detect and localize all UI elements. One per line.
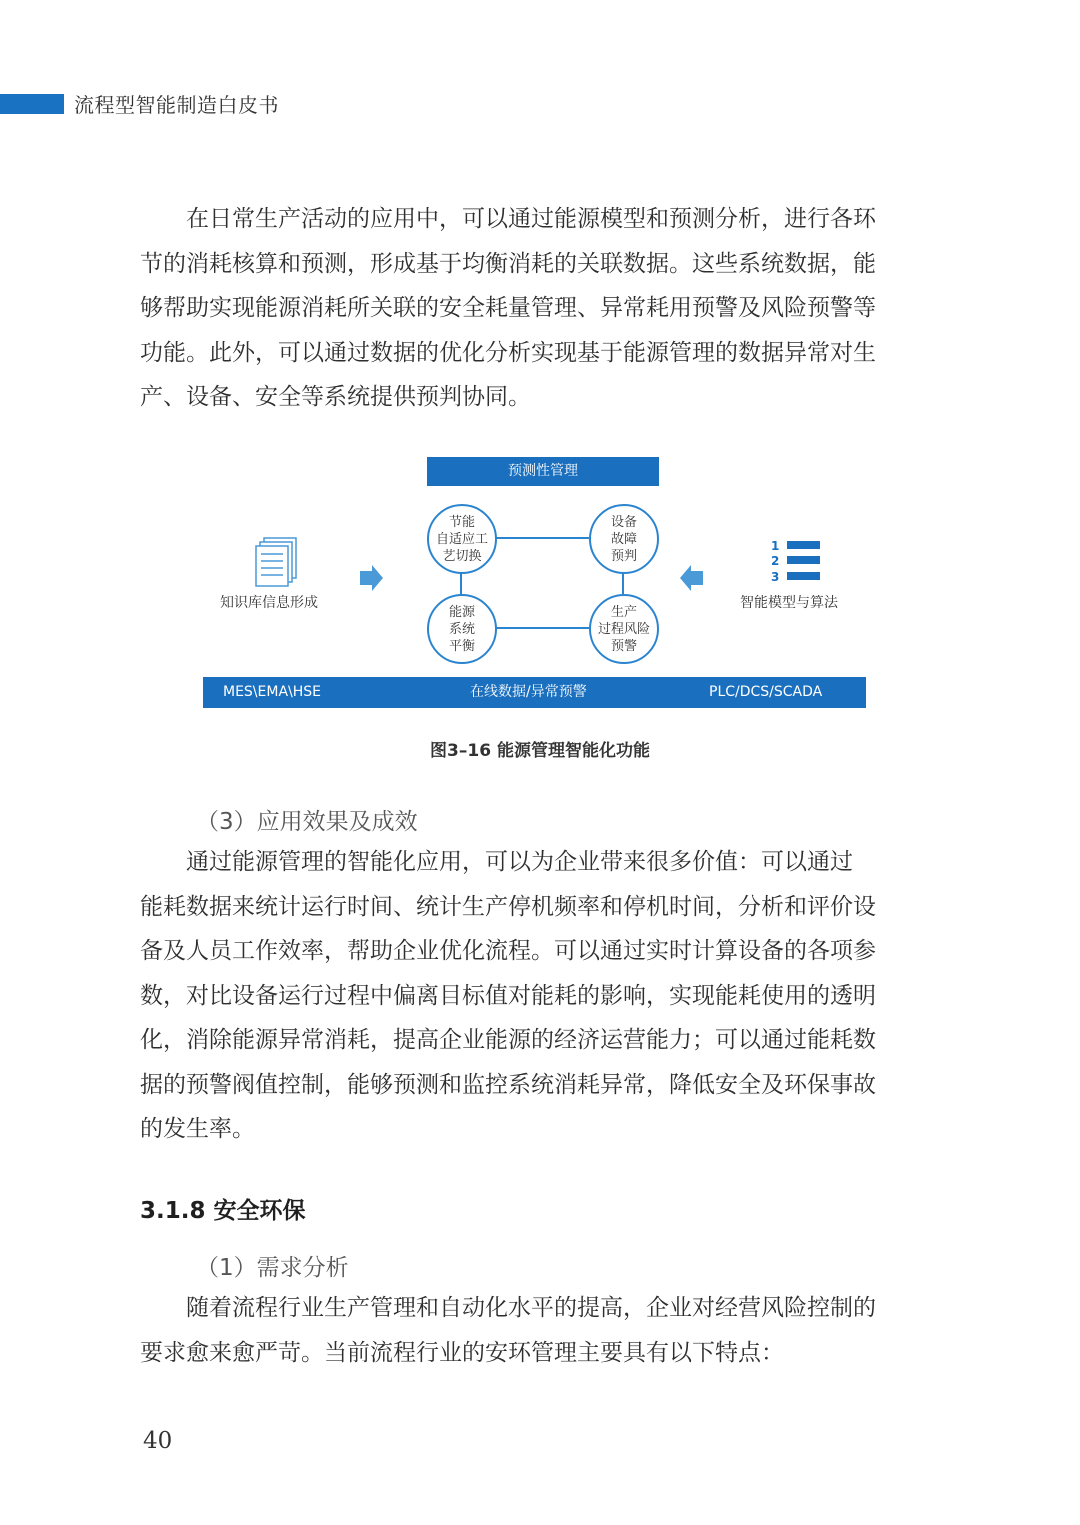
predictive-management-box: 预测性管理 bbox=[427, 457, 659, 486]
paragraph-line: 节的消耗核算和预测，形成基于均衡消耗的关联数据。这些系统数据，能 bbox=[140, 250, 876, 277]
paragraph-line: 通过能源管理的智能化应用，可以为企业带来很多价值：可以通过 bbox=[186, 849, 853, 875]
node-label: 设备 故障 预判 bbox=[610, 514, 637, 564]
node-label: 节能 自适应工 艺切换 bbox=[435, 514, 488, 564]
numbered-list-icon bbox=[771, 539, 820, 584]
paragraph-line: 据的预警阀值控制，能够预测和监控系统消耗异常，降低安全及环保事故 bbox=[140, 1071, 876, 1098]
paragraph-requirements bbox=[140, 1286, 935, 1375]
section-heading: 3.1.8 安全环保 bbox=[140, 1198, 306, 1224]
paragraph-line: 备及人员工作效率，帮助企业优化流程。可以通过实时计算设备的各项参 bbox=[140, 938, 876, 964]
arrow-left-icon bbox=[680, 565, 703, 591]
paragraph-line: 数，对比设备运行过程中偏离目标值对能耗的影响，实现能耗使用的透明 bbox=[140, 982, 876, 1009]
node-energy-saving bbox=[427, 504, 497, 574]
paragraph-line: 要求愈来愈严苛。当前流程行业的安环管理主要具有以下特点： bbox=[140, 1339, 784, 1366]
paragraph-benefits bbox=[140, 840, 935, 1152]
page-number: 40 bbox=[143, 1428, 173, 1454]
paragraph-line: 随着流程行业生产管理和自动化水平的提高，企业对经营风险控制的 bbox=[186, 1295, 876, 1321]
bar-left-label: MES\EMA\HSE bbox=[223, 684, 322, 700]
paragraph-line: 产、设备、安全等系统提供预判协同。 bbox=[140, 384, 531, 410]
node-label: 生产 过程风险 预警 bbox=[597, 604, 650, 654]
node-energy-balance bbox=[427, 594, 497, 664]
node-equipment-fault bbox=[589, 504, 659, 574]
svg-text:2: 2 bbox=[771, 554, 780, 568]
node-label: 能源 系统 平衡 bbox=[448, 604, 475, 654]
node-process-risk bbox=[589, 594, 659, 664]
paragraph-line: 的发生率。 bbox=[140, 1116, 255, 1142]
paragraph-line: 化，消除能源异常消耗，提高企业能源的经济运营能力；可以通过能耗数 bbox=[140, 1027, 876, 1053]
bar-right-label: PLC/DCS/SCADA bbox=[709, 684, 823, 700]
bar-middle-label: 在线数据/异常预警 bbox=[470, 684, 587, 700]
knowledge-base-label: 知识库信息形成 bbox=[220, 595, 318, 611]
paragraph-energy-model bbox=[140, 197, 935, 420]
figure-caption: 图3–16 能源管理智能化功能 bbox=[430, 741, 650, 761]
paragraph-line: 够帮助实现能源消耗所关联的安全耗量管理、异常耗用预警及风险预警等 bbox=[140, 295, 876, 321]
svg-text:1: 1 bbox=[771, 539, 780, 553]
header-accent-bar bbox=[0, 94, 64, 114]
paragraph-line: 功能。此外，可以通过数据的优化分析实现基于能源管理的数据异常对生 bbox=[140, 339, 876, 366]
arrow-right-icon bbox=[360, 565, 383, 591]
paragraph-line: 在日常生产活动的应用中，可以通过能源模型和预测分析，进行各环 bbox=[186, 206, 876, 232]
model-algorithm-label: 智能模型与算法 bbox=[740, 595, 838, 611]
paragraph-line: 能耗数据来统计运行时间、统计生产停机频率和停机时间，分析和评价设 bbox=[140, 893, 876, 920]
document-stack-icon bbox=[256, 538, 296, 586]
data-source-bar bbox=[203, 677, 866, 708]
book-title: 流程型智能制造白皮书 bbox=[74, 93, 279, 117]
subheading-requirements: （1）需求分析 bbox=[196, 1255, 349, 1281]
subheading-results: （3）应用效果及成效 bbox=[196, 809, 418, 835]
svg-text:3: 3 bbox=[771, 570, 780, 584]
